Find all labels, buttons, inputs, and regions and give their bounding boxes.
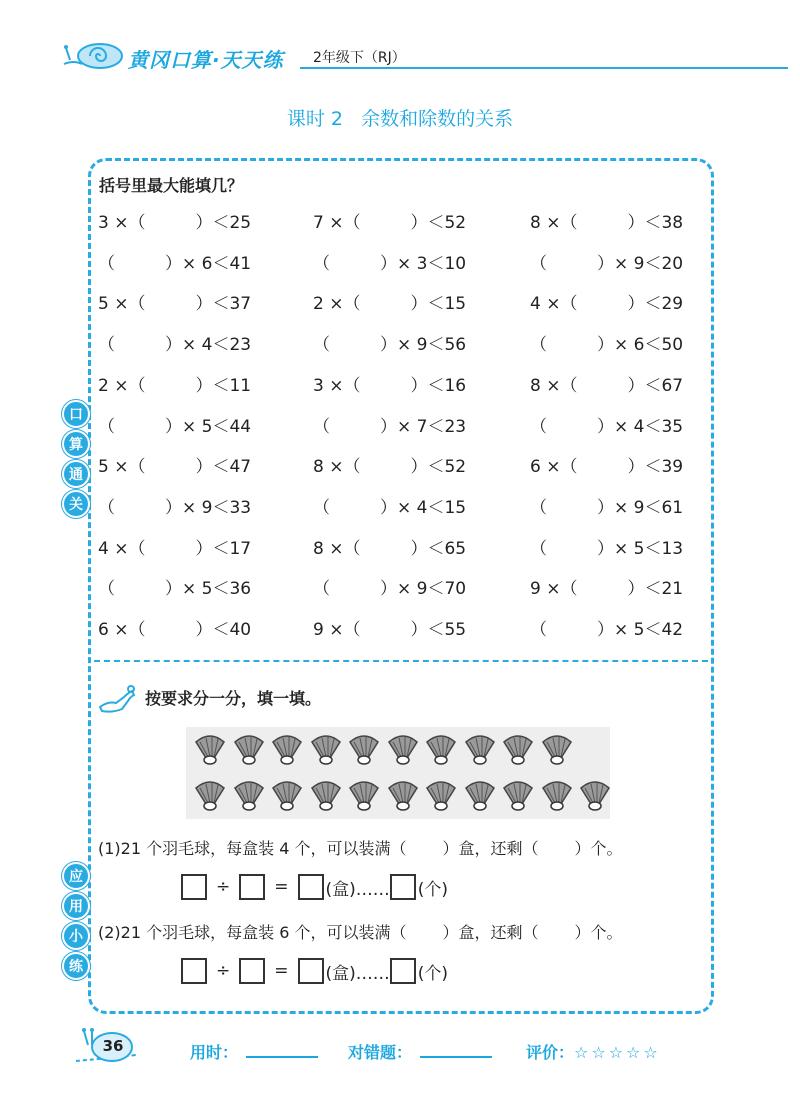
- inequality-item: （ ）× 6＜50: [530, 335, 684, 356]
- inequality-item: （ ）× 9＜20: [530, 253, 684, 274]
- inequality-item: 8 ×（ ）＜67: [530, 375, 684, 396]
- time-blank[interactable]: [246, 1042, 318, 1058]
- shuttlecock-icon: [385, 778, 421, 812]
- inequality-item: 9 ×（ ）＜21: [530, 579, 684, 600]
- shuttlecock-icon: [192, 732, 228, 766]
- shuttlecock-icon: [192, 778, 228, 812]
- shuttlecock-icon: [423, 778, 459, 812]
- shuttlecock-icon: [231, 778, 267, 812]
- inequality-item: 8 ×（ ）＜65: [313, 538, 467, 559]
- grade-label: 2年级下（RJ）: [313, 50, 406, 66]
- inequality-item: 8 ×（ ）＜52: [313, 457, 467, 478]
- section-divider: [94, 660, 708, 662]
- inequality-item: 3 ×（ ）＜16: [313, 375, 467, 396]
- inequality-item: （ ）× 9＜61: [530, 497, 684, 518]
- inequality-item: （ ）× 6＜41: [98, 253, 252, 274]
- inequality-item: （ ）× 3＜10: [313, 253, 467, 274]
- header-rule: [300, 67, 788, 69]
- pointing-hand-icon: [98, 683, 138, 713]
- section1-instruction: 括号里最大能填几？: [99, 176, 244, 195]
- dividend-box[interactable]: [181, 958, 207, 984]
- shuttlecock-icon: [500, 732, 536, 766]
- page-number: 36: [102, 1037, 124, 1055]
- rating: 评价：☆☆☆☆☆: [526, 1043, 661, 1062]
- inequality-item: （ ）× 5＜44: [98, 416, 252, 437]
- shuttlecock-icon: [539, 732, 575, 766]
- application-tag-char: 练: [62, 952, 90, 980]
- errors-blank[interactable]: [420, 1042, 492, 1058]
- equation-1: ÷ = (盒)…… (个): [181, 874, 448, 900]
- rating-stars[interactable]: ☆☆☆☆☆: [574, 1043, 661, 1062]
- inequality-item: （ ）× 9＜33: [98, 497, 252, 518]
- section2-instruction: 按要求分一分，填一填。: [145, 689, 322, 708]
- divisor-box[interactable]: [239, 958, 265, 984]
- inequality-item: 6 ×（ ）＜39: [530, 457, 684, 478]
- remainder-box[interactable]: [390, 874, 416, 900]
- inequality-item: （ ）× 4＜15: [313, 497, 467, 518]
- inequality-item: 9 ×（ ）＜55: [313, 620, 467, 640]
- question-2: (2)21 个羽毛球，每盒装 6 个，可以装满（ ）盒，还剩（ ）个。: [98, 923, 623, 942]
- inequality-item: （ ）× 4＜35: [530, 416, 684, 437]
- oral-calc-tag-char: 算: [62, 430, 90, 458]
- inequality-item: （ ）× 4＜23: [98, 335, 252, 356]
- shuttlecock-icon: [308, 778, 344, 812]
- inequality-item: 3 ×（ ）＜25: [98, 213, 252, 233]
- inequality-item: 5 ×（ ）＜37: [98, 294, 252, 315]
- shuttlecock-icon: [423, 732, 459, 766]
- shuttlecock-icon: [308, 732, 344, 766]
- inequality-item: （ ）× 5＜36: [98, 579, 252, 600]
- equation-2: ÷ = (盒)…… (个): [181, 958, 448, 984]
- inequality-item: 2 ×（ ）＜11: [98, 375, 252, 396]
- lesson-topic: 余数和除数的关系: [361, 108, 514, 130]
- inequality-item: 4 ×（ ）＜17: [98, 538, 252, 559]
- snail-logo-icon: [60, 38, 126, 70]
- application-tag-char: 用: [62, 892, 90, 920]
- lesson-number: 课时 2: [286, 108, 344, 130]
- inequality-item: （ ）× 5＜42: [530, 620, 684, 640]
- shuttlecock-icon: [539, 778, 575, 812]
- inequality-item: 4 ×（ ）＜29: [530, 294, 684, 315]
- shuttlecock-icon: [269, 732, 305, 766]
- lesson-title: [0, 104, 800, 131]
- inequality-item: （ ）× 9＜56: [313, 335, 467, 356]
- remainder-box[interactable]: [390, 958, 416, 984]
- inequality-item: （ ）× 9＜70: [313, 579, 467, 600]
- shuttlecock-icon: [462, 732, 498, 766]
- divisor-box[interactable]: [239, 874, 265, 900]
- question-1: (1)21 个羽毛球，每盒装 4 个，可以装满（ ）盒，还剩（ ）个。: [98, 839, 623, 858]
- errors-count: 对错题：: [348, 1040, 492, 1063]
- side-tag-application: [62, 862, 90, 980]
- shuttlecock-icon: [500, 778, 536, 812]
- inequality-item: （ ）× 7＜23: [313, 416, 467, 437]
- application-tag-char: 应: [62, 862, 90, 890]
- inequality-item: 5 ×（ ）＜47: [98, 457, 252, 478]
- inequality-item: 7 ×（ ）＜52: [313, 213, 467, 233]
- inequality-item: （ ）× 5＜13: [530, 538, 684, 559]
- shuttlecock-icon: [269, 778, 305, 812]
- oral-calc-tag-char: 口: [62, 400, 90, 428]
- shuttlecock-icon: [385, 732, 421, 766]
- oral-calc-tag-char: 通: [62, 460, 90, 488]
- quotient-box[interactable]: [298, 874, 324, 900]
- inequality-item: 6 ×（ ）＜40: [98, 620, 252, 640]
- shuttlecock-icon: [231, 732, 267, 766]
- application-tag-char: 小: [62, 922, 90, 950]
- shuttlecock-icon: [462, 778, 498, 812]
- side-tag-oral-calc: [62, 400, 90, 518]
- shuttlecock-icon: [577, 778, 613, 812]
- inequality-item: 8 ×（ ）＜38: [530, 213, 684, 233]
- dividend-box[interactable]: [181, 874, 207, 900]
- time-spent: 用时：: [190, 1040, 318, 1063]
- oral-calc-tag-char: 关: [62, 490, 90, 518]
- shuttlecock-icon: [346, 778, 382, 812]
- quotient-box[interactable]: [298, 958, 324, 984]
- shuttlecock-icon: [346, 732, 382, 766]
- brand-title: 黄冈口算·天天练: [128, 48, 284, 72]
- inequality-item: 2 ×（ ）＜15: [313, 294, 467, 315]
